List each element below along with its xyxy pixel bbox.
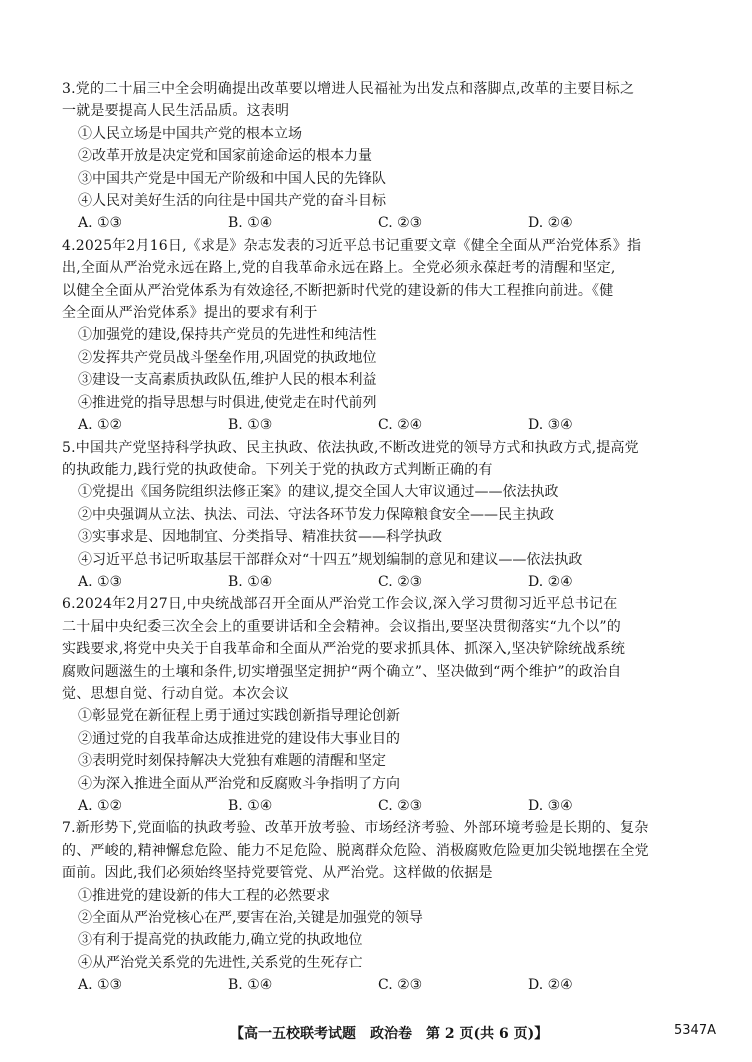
- answer-choice: B. ①④: [228, 798, 273, 814]
- statement-option: ④推进党的指导思想与时俱进,使党走在时代前列: [78, 394, 377, 411]
- answer-choice: D. ③④: [528, 417, 573, 434]
- question-stem: [62, 235, 694, 325]
- stem-line: 觉、思想自觉、行动自觉。本次会议: [62, 685, 290, 702]
- statement-option: ①党提出《国务院组织法修正案》的建议,提交全国人大审议通过——依法执政: [78, 484, 559, 501]
- answer-choice: C. ②④: [378, 417, 423, 434]
- statement-option: ④习近平总书记听取基层干部群众对“十四五”规划编制的意见和建议——依法执政: [78, 551, 583, 568]
- stem-line: 5.中国共产党坚持科学执政、民主执政、依法执政,不断改进党的领导方式和执政方式,提高党: [62, 439, 639, 456]
- footer-title: 【高一五校联考试题 政治卷 第 2 页(共 6 页)】: [230, 1026, 549, 1042]
- stem-line: 二十届中央纪委三次全会上的重要讲话和全会精神。会议指出,要坚决贯彻落实“九个以”的: [62, 618, 621, 635]
- statement-option: ②发挥共产党员战斗堡垒作用,巩固党的执政地位: [78, 349, 377, 366]
- stem-line: 的执政能力,践行党的执政使命。下列关于党的执政方式判断正确的有: [62, 461, 493, 478]
- stem-line: 以健全全面从严治党体系为有效途径,不断把新时代党的建设新的伟大工程推向前进。《健: [62, 282, 614, 299]
- statement-option: ②中央强调从立法、执法、司法、守法各环节发力保障粮食安全——民主执政: [78, 506, 554, 523]
- answer-choice: D. ②④: [528, 977, 573, 994]
- stem-line: 一就是要提高人民生活品质。这表明: [62, 103, 290, 120]
- answer-choice: C. ②③: [378, 977, 423, 994]
- stem-line: 全全面从严治党体系》提出的要求有利于: [62, 305, 318, 322]
- answer-choice: B. ①④: [228, 977, 273, 994]
- question-stem: [62, 78, 694, 123]
- answer-choices: [62, 414, 694, 436]
- statement-option: ②改革开放是决定党和国家前途命运的根本力量: [78, 148, 372, 165]
- statement-option: ①推进党的建设新的伟大工程的必然要求: [78, 887, 330, 904]
- statement-option: ①加强党的建设,保持共产党员的先进性和纯洁性: [78, 327, 377, 344]
- answer-choice: A. ①②: [78, 798, 123, 814]
- page-footer: [0, 1020, 752, 1046]
- answer-choice: B. ①④: [228, 215, 273, 232]
- question-7: [62, 817, 694, 996]
- stem-line: 4.2025年2月16日,《求是》杂志发表的习近平总书记重要文章《健全全面从严治党体系》指: [62, 237, 642, 254]
- footer-code: 5347A: [674, 1023, 716, 1038]
- answer-choice: B. ①③: [228, 417, 273, 434]
- statement-option: ②通过党的自我革命达成推进党的建设伟大事业目的: [78, 730, 400, 747]
- statement-option: ③有利于提高党的执政能力,确立党的执政地位: [78, 932, 363, 949]
- answer-choices: [62, 974, 694, 996]
- answer-choice: C. ②③: [378, 573, 423, 590]
- answer-choice: D. ②④: [528, 573, 573, 590]
- statement-option: ③建设一支高素质执政队伍,维护人民的根本利益: [78, 372, 377, 389]
- answer-choice: A. ①③: [78, 215, 123, 232]
- question-5: [62, 437, 694, 594]
- statement-option: ④人民对美好生活的向往是中国共产党的奋斗目标: [78, 193, 386, 210]
- question-4: [62, 235, 694, 437]
- statement-option: ③表明党时刻保持解决大党独有难题的清醒和坚定: [78, 753, 386, 770]
- stem-line: 实践要求,将党中央关于自我革命和全面从严治党的要求抓具体、抓深入,坚决铲除统战系统: [62, 641, 626, 658]
- statement-option: ④从严治党关系党的先进性,关系党的生死存亡: [78, 954, 363, 971]
- answer-choices: [62, 795, 694, 817]
- question-6: [62, 593, 694, 817]
- answer-choice: A. ①③: [78, 573, 123, 590]
- stem-line: 7.新形势下,党面临的执政考验、改革开放考验、市场经济考验、外部环境考验是长期的、复杂: [62, 820, 649, 837]
- answer-choice: C. ②③: [378, 798, 423, 814]
- answer-choice: A. ①②: [78, 417, 123, 434]
- answer-choice: B. ①④: [228, 573, 273, 590]
- statement-option: ③实事求是、因地制宜、分类指导、精准扶贫——科学执政: [78, 529, 442, 546]
- answer-choices: [62, 212, 694, 234]
- stem-line: 面前。因此,我们必须始终坚持党要管党、从严治党。这样做的依据是: [62, 865, 493, 882]
- answer-choice: D. ②④: [528, 215, 573, 232]
- answer-choice: D. ③④: [528, 798, 573, 814]
- answer-choice: C. ②③: [378, 215, 423, 232]
- question-stem: [62, 593, 694, 705]
- questions-container: [62, 78, 694, 997]
- stem-line: 6.2024年2月27日,中央统战部召开全面从严治党工作会议,深入学习贯彻习近平总书记在: [62, 596, 618, 613]
- statement-option: ①人民立场是中国共产党的根本立场: [78, 125, 302, 142]
- statement-option: ②全面从严治党核心在严,要害在治,关键是加强党的领导: [78, 910, 423, 927]
- stem-line: 的、严峻的,精神懈怠危险、能力不足危险、脱离群众危险、消极腐败危险更加尖锐地摆在全党: [62, 842, 649, 859]
- stem-line: 腐败问题滋生的土壤和条件,切实增强坚定拥护“两个确立”、坚决做到“两个维护”的政治自: [62, 663, 622, 680]
- statement-option: ④为深入推进全面从严治党和反腐败斗争指明了方向: [78, 775, 400, 792]
- stem-line: 3.党的二十届三中全会明确提出改革要以增进人民福祉为出发点和落脚点,改革的主要目标之: [62, 81, 635, 97]
- stem-line: 出,全面从严治党永远在路上,党的自我革命永远在路上。全党必须永葆赶考的清醒和坚定,: [62, 260, 616, 277]
- statement-option: ③中国共产党是中国无产阶级和中国人民的先锋队: [78, 170, 386, 187]
- question-stem: [62, 817, 694, 884]
- statement-option: ①彰显党在新征程上勇于通过实践创新指导理论创新: [78, 708, 400, 725]
- answer-choice: A. ①③: [78, 977, 123, 994]
- answer-choices: [62, 571, 694, 593]
- question-stem: [62, 437, 694, 482]
- question-3: [62, 78, 694, 235]
